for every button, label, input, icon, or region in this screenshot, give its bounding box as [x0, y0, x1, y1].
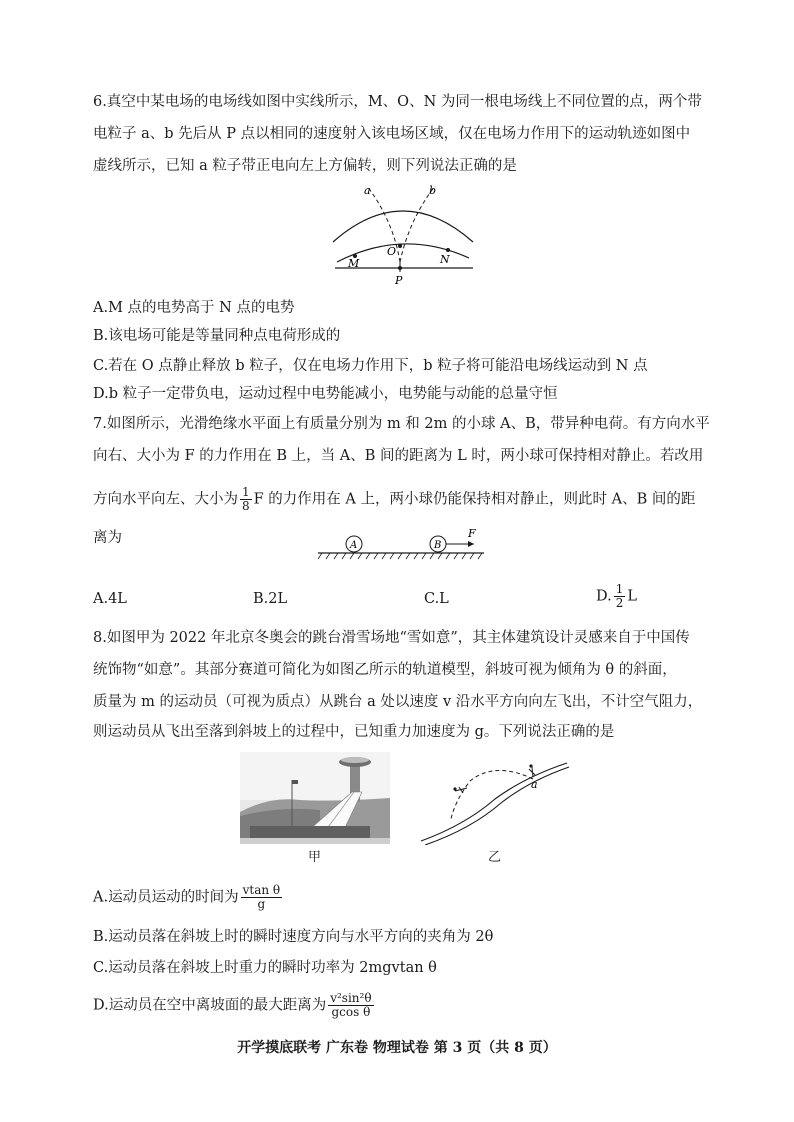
q7-stem-line-1: 7.如图所示，光滑绝缘水平面上有质量分别为 m 和 2m 的小球 A、B，带异种电荷。有方向水平: [93, 416, 710, 432]
page-footer: 开学摸底联考 广东卷 物理试卷 第 3 页（共 8 页）: [237, 1040, 557, 1056]
q7-stem-line-4: 离为: [93, 530, 122, 546]
q8-track-model-figure: [415, 755, 575, 845]
q6-label-P: P: [395, 274, 403, 287]
q6-label-M: M: [348, 257, 360, 270]
q7-label-F: F: [468, 527, 476, 540]
q8-stem-line-4: 则运动员从飞出至落到斜坡上的过程中，已知重力加速度为 g。下列说法正确的是: [93, 724, 615, 740]
q6-option-a: A.M 点的电势高于 N 点的电势: [93, 300, 295, 316]
q8-stem-line-1: 8.如图甲为 2022 年北京冬奥会的跳台滑雪场地“雪如意”，其主体建筑设计灵感来自于中国传: [93, 630, 690, 646]
q8-option-c: C.运动员落在斜坡上时重力的瞬时功率为 2mgvtan θ: [93, 960, 437, 976]
q7-balls-figure: [316, 525, 488, 563]
q6-stem-line-1: 6.真空中某电场的电场线如图中实线所示，M、O、N 为同一根电场线上不同位置的点，两个带: [93, 94, 702, 110]
q6-label-a: a: [364, 184, 371, 197]
q7-option-c: C.L: [424, 591, 449, 607]
q8-caption-jia: 甲: [308, 850, 322, 865]
q7-option-b: B.2L: [253, 591, 288, 607]
q8-caption-yi: 乙: [488, 850, 502, 865]
q6-option-d: D.b 粒子一定带负电，运动过程中电势能减小，电势能与动能的总量守恒: [93, 386, 558, 402]
q6-option-c: C.若在 O 点静止释放 b 粒子，仅在电场力作用下，b 粒子将可能沿电场线运动到 N 点: [93, 358, 648, 374]
q8-option-b: B.运动员落在斜坡上时的瞬时速度方向与水平方向的夹角为 2θ: [93, 929, 494, 945]
q6-option-b: B.该电场可能是等量同种点电荷形成的: [93, 328, 341, 344]
q8-label-a: a: [531, 778, 538, 791]
q8-stem-line-3: 质量为 m 的运动员（可视为质点）从跳台 a 处以速度 v 沿水平方向向左飞出，不计空气阻力，: [93, 694, 703, 710]
q8-option-d: D.运动员在空中离坡面的最大距离为 $\frac{\text{v²sin²θ}}{\text{gcos θ}}$: [93, 991, 372, 1019]
q7-option-a: A.4L: [93, 591, 127, 607]
q6-label-b: b: [429, 184, 437, 197]
q6-stem-line-2: 电粒子 a、b 先后从 P 点以相同的速度射入该电场区域，仅在电场力作用下的运动轨迹如图中: [93, 126, 691, 142]
q6-label-N: N: [440, 253, 450, 266]
q7-option-d: D. $\frac{1}{2}$ L: [596, 582, 637, 610]
q8-ski-venue-photo: [240, 752, 390, 844]
q7-label-A: A: [350, 540, 358, 551]
q7-stem-line-3: 方向水平向左、大小为 $\frac{1}{8}$ F 的力作用在 A 上，两小球仍能保持相对静止，则此时 A、B 间的距: [93, 485, 696, 513]
q6-label-O: O: [387, 245, 397, 258]
q7-stem-line-2: 向右、大小为 F 的力作用在 B 上，当 A、B 间的距离为 L 时，两小球可保持相对静止。若改用: [93, 448, 704, 464]
q7-label-B: B: [434, 540, 442, 551]
q6-electric-field-figure: [325, 180, 480, 290]
fraction-one-eighth: $\frac{1}{8}$: [242, 485, 250, 513]
q6-stem-line-3: 虚线所示，已知 a 粒子带正电向左上方偏转，则下列说法正确的是: [93, 158, 517, 174]
q8-option-a: A.运动员运动的时间为 $\frac{\text{vtan θ}}{g}$: [93, 883, 281, 911]
q8-stem-line-2: 统饰物“如意”。其部分赛道可简化为如图乙所示的轨道模型，斜坡可视为倾角为 θ 的斜面，: [93, 662, 677, 678]
